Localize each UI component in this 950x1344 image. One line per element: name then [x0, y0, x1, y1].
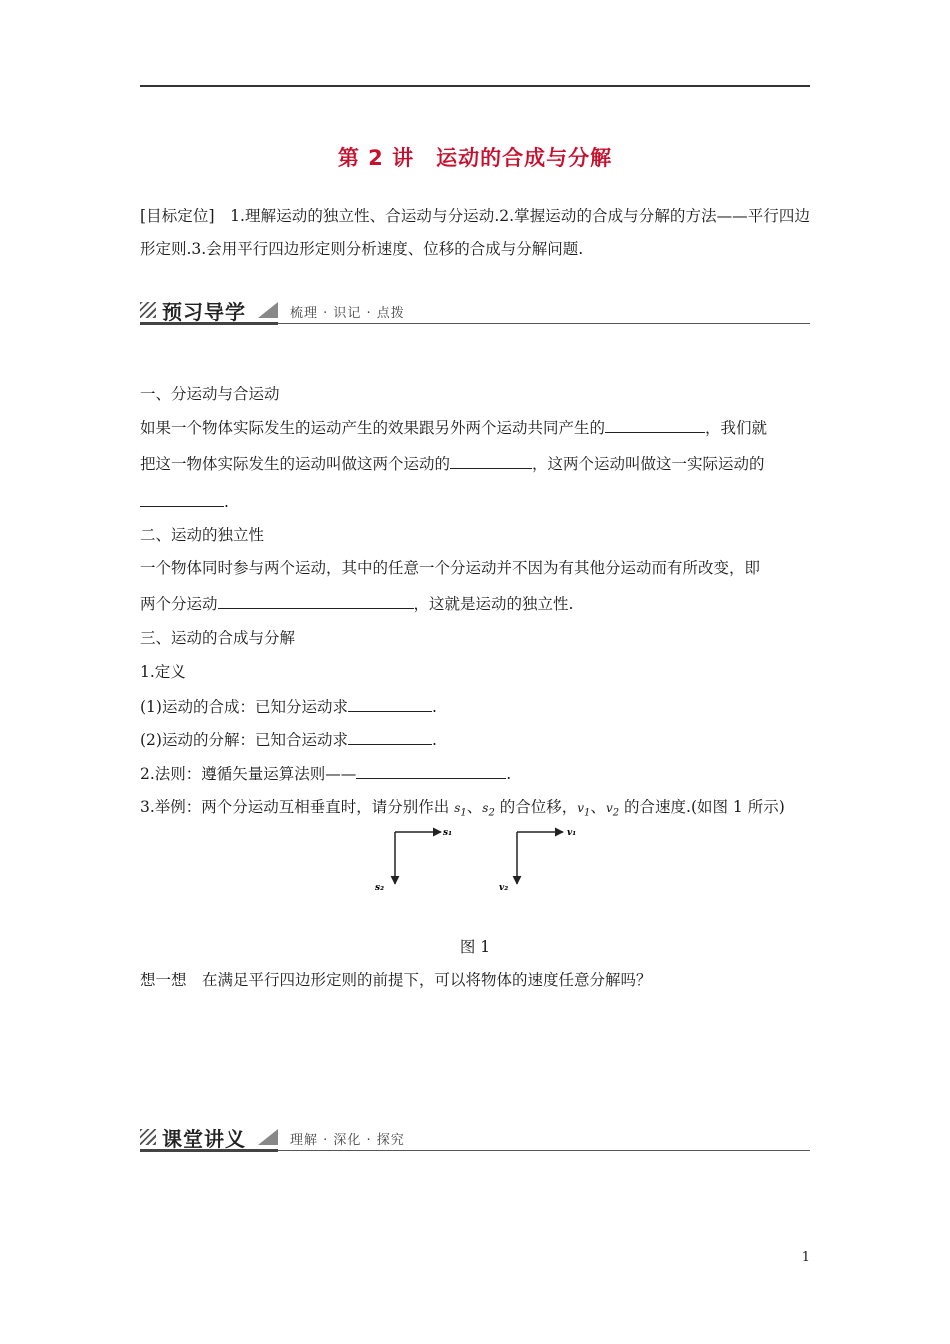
example-line: [140, 796, 810, 824]
text: .: [431, 698, 437, 716]
paragraph-line: [140, 490, 810, 513]
answer-blank[interactable]: [218, 592, 414, 609]
text: .: [431, 731, 437, 749]
answer-blank[interactable]: [348, 728, 432, 745]
text: (1)运动的合成：已知分运动求: [140, 698, 348, 716]
paragraph-line: [140, 592, 810, 615]
definition-title: 1.定义: [140, 663, 186, 681]
think-question: 想一想 在满足平行四边形定则的前提下，可以将物体的速度任意分解吗？: [140, 971, 652, 989]
section-subheading: 理解 · 深化 · 探究: [290, 1133, 405, 1148]
header-rule: [140, 85, 810, 87]
triangle-icon: [258, 1129, 278, 1145]
s1-label: s₁: [443, 828, 453, 838]
section-header-preview: [140, 296, 810, 324]
text: 的合速度.(如图 1 所示): [619, 798, 785, 816]
section-title-1: 一、分运动与合运动: [140, 385, 280, 403]
section-title-3: 三、运动的合成与分解: [140, 629, 296, 647]
text: ，我们就: [705, 419, 768, 437]
symbol: $s_1$: [454, 801, 467, 819]
text: 、: [466, 798, 483, 816]
divider: [278, 1150, 810, 1151]
rule-line: [140, 762, 810, 785]
paragraph-line: [140, 416, 810, 439]
stripes-icon: [140, 1129, 156, 1145]
section-heading: 预习导学: [162, 300, 246, 324]
symbol: $s_2$: [482, 801, 495, 819]
text: 、: [590, 798, 606, 816]
answer-blank[interactable]: [140, 490, 224, 507]
definition-item: [140, 695, 810, 718]
text: 两个分运动: [140, 595, 218, 613]
text: .: [224, 493, 229, 511]
text: ，这两个运动叫做这一实际运动的: [532, 455, 765, 473]
text: 2.法则：遵循矢量运算法则——: [140, 765, 357, 783]
figure-1-diagram: [365, 822, 595, 902]
v2-label: v₂: [499, 883, 509, 893]
v1-label: v₁: [567, 828, 577, 838]
text: 的合位移，: [494, 798, 578, 816]
divider: [140, 1149, 278, 1152]
answer-blank[interactable]: [605, 416, 705, 433]
symbol: $v_2$: [605, 801, 620, 819]
section-title-2: 二、运动的独立性: [140, 526, 265, 544]
section-header-lecture: [140, 1123, 810, 1151]
answer-blank[interactable]: [356, 762, 506, 779]
objective-paragraph: [目标定位] 1.理解运动的独立性、合运动与分运动.2.掌握运动的合成与分解的方法——平行四边形定则.3.会用平行四边形定则分析速度、位移的合成与分解问题.: [140, 207, 810, 258]
divider: [278, 323, 810, 324]
paragraph-line: [140, 452, 810, 475]
text: 把这一物体实际发生的运动叫做这两个运动的: [140, 455, 451, 473]
triangle-icon: [258, 302, 278, 318]
definition-item: [140, 728, 810, 751]
symbol: $v_1$: [577, 801, 591, 819]
page-number: 1: [801, 1250, 810, 1265]
section-subheading: 梳理 · 识记 · 点拨: [290, 306, 405, 321]
text: 3.举例：两个分运动互相垂直时，请分别作出: [140, 798, 455, 816]
text: ，这就是运动的独立性.: [413, 595, 574, 613]
section-heading: 课堂讲义: [162, 1127, 246, 1151]
answer-blank[interactable]: [348, 695, 432, 712]
text: 如果一个物体实际发生的运动产生的效果跟另外两个运动共同产生的: [140, 419, 606, 437]
s2-label: s₂: [375, 883, 385, 893]
divider: [140, 322, 278, 325]
answer-blank[interactable]: [450, 452, 532, 469]
figure-caption: 图 1: [459, 938, 491, 956]
paragraph-line: 一个物体同时参与两个运动，其中的任意一个分运动并不因为有其他分运动而有所改变，即: [140, 559, 761, 577]
stripes-icon: [140, 302, 156, 318]
text: .: [506, 765, 512, 783]
text: (2)运动的分解：已知合运动求: [140, 731, 348, 749]
page-title: 第 2 讲 运动的合成与分解: [337, 146, 613, 170]
